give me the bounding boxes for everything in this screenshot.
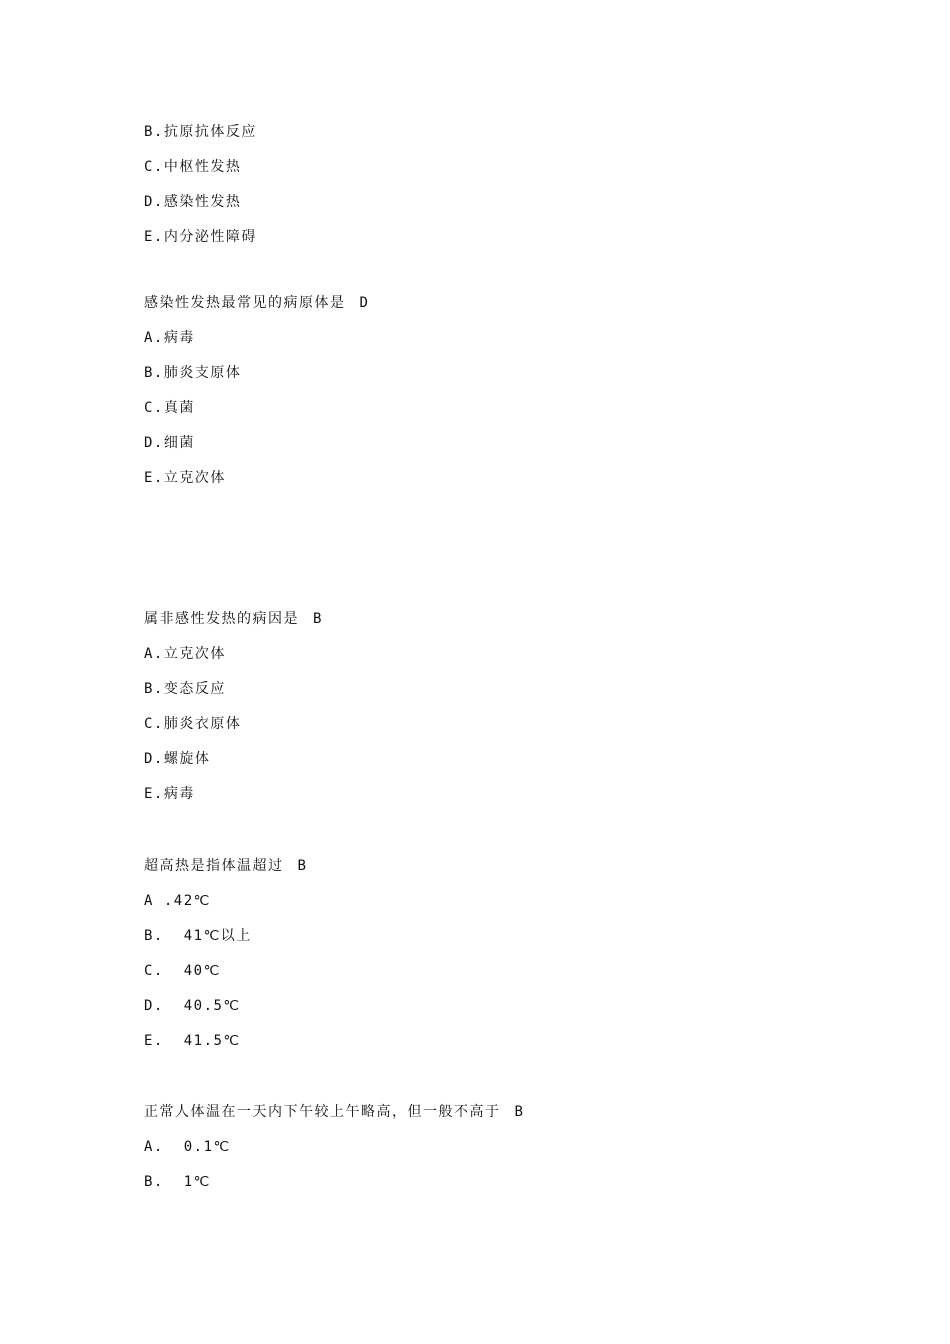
question-text: 属非感性发热的病因是: [144, 611, 299, 627]
option-d: D. 40.5℃: [144, 998, 241, 1014]
option-c: C.肺炎衣原体: [144, 716, 242, 732]
answer-key: B: [313, 611, 323, 627]
option-b: B.变态反应: [144, 681, 226, 697]
option-e: E. 41.5℃: [144, 1033, 241, 1049]
option-c: C.真菌: [144, 400, 195, 416]
option-a: A.立克次体: [144, 646, 226, 662]
option-d: D.螺旋体: [144, 751, 211, 767]
option-d-infectious-fever: D.感染性发热: [144, 194, 242, 210]
option-b: B. 1℃: [144, 1174, 211, 1190]
question-daily-temp-variation: [144, 1102, 524, 1122]
question-common-pathogen: [144, 293, 369, 313]
option-a: A.病毒: [144, 330, 195, 346]
question-text: 超高热是指体温超过: [144, 858, 284, 874]
option-a: A .42℃: [144, 893, 211, 909]
option-e-endocrine-disorder: E.内分泌性障碍: [144, 229, 257, 245]
question-noninfectious-cause: [144, 609, 323, 629]
option-c: C. 40℃: [144, 963, 221, 979]
option-e: E.立克次体: [144, 470, 226, 486]
option-a: A. 0.1℃: [144, 1139, 231, 1155]
option-d: D.细菌: [144, 435, 195, 451]
question-text: 正常人体温在一天内下午较上午略高，但一般不高于: [144, 1104, 501, 1120]
question-hyperpyrexia: [144, 856, 307, 876]
answer-key: D: [359, 295, 370, 311]
option-b: B.肺炎支原体: [144, 365, 242, 381]
question-text: 感染性发热最常见的病原体是: [144, 295, 346, 311]
option-c-central-fever: C.中枢性发热: [144, 159, 242, 175]
option-b-antigen-antibody: B.抗原抗体反应: [144, 124, 257, 140]
answer-key: B: [514, 1104, 525, 1120]
answer-key: B: [297, 858, 308, 874]
option-b: B. 41℃以上: [144, 928, 252, 944]
option-e: E.病毒: [144, 786, 195, 802]
